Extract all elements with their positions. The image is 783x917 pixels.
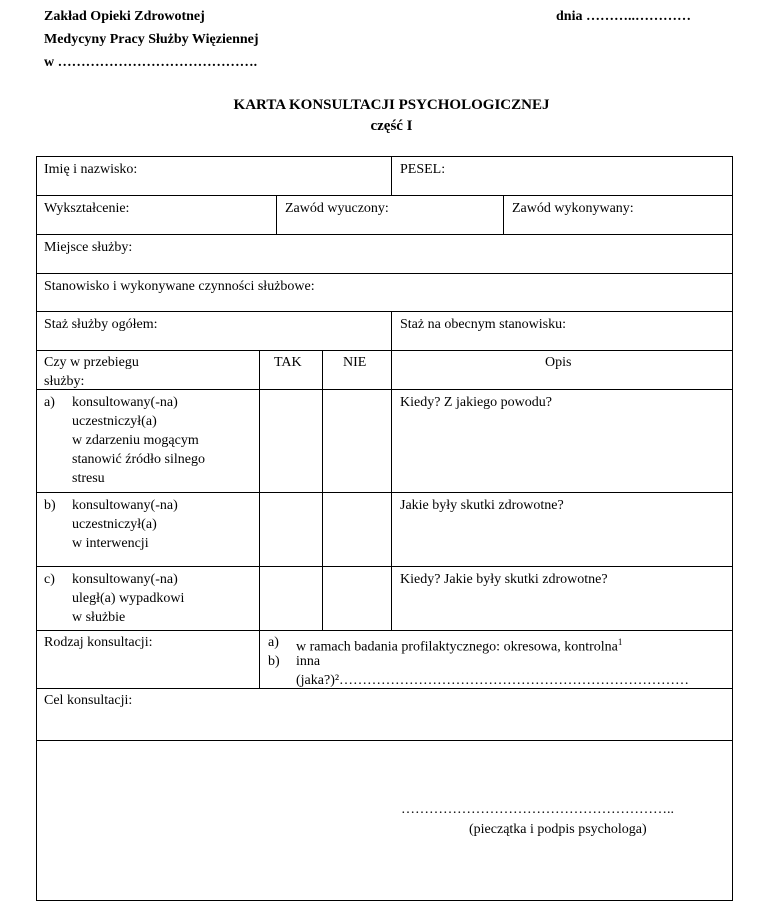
question-item-c <box>44 570 254 627</box>
description-column-header: Opis <box>545 355 572 370</box>
item-c-yes-cell[interactable] <box>260 567 322 630</box>
question-header-line1: Czy w przebiegu <box>44 355 139 370</box>
total-service-label: Staż służby ogółem: <box>44 317 158 332</box>
item-c-description-prompt: Kiedy? Jakie były skutki zdrowotne? <box>400 572 608 587</box>
item-text-line: uczestniczył(a) <box>72 517 157 532</box>
item-text-line: w służbie <box>72 610 126 625</box>
education-label: Wykształcenie: <box>44 201 130 216</box>
facility-name-line1: Zakład Opieki Zdrowotnej <box>44 9 205 24</box>
footnote-ref: 1 <box>617 637 623 647</box>
yes-column-header: TAK <box>274 355 302 370</box>
item-text-line: konsultowany(-na) <box>72 395 178 410</box>
purpose-label: Cel konsultacji: <box>44 693 133 708</box>
item-marker: a) <box>44 395 55 410</box>
service-place-label: Miejsce służby: <box>44 240 133 255</box>
current-position-seniority-label: Staż na obecnym stanowisku: <box>400 317 567 332</box>
item-marker: b) <box>44 498 56 513</box>
purpose-field[interactable] <box>37 708 732 740</box>
option-b-text[interactable]: inna <box>296 654 321 669</box>
document-title: KARTA KONSULTACJI PSYCHOLOGICZNEJ <box>233 97 550 113</box>
item-b-no-cell[interactable] <box>323 493 391 566</box>
item-marker: c) <box>44 572 55 587</box>
option-marker: a) <box>268 635 279 650</box>
item-text-line: w zdarzeniu mogącym <box>72 433 199 448</box>
document-subtitle: część I <box>370 118 413 134</box>
item-a-yes-cell[interactable] <box>260 390 322 492</box>
item-text-line: uczestniczył(a) <box>72 414 157 429</box>
item-text-line: uległ(a) wypadkowi <box>72 591 185 606</box>
learned-profession-label: Zawód wyuczony: <box>285 201 389 216</box>
name-label: Imię i nazwisko: <box>44 162 138 177</box>
question-header-line2: służby: <box>44 374 85 389</box>
item-a-no-cell[interactable] <box>323 390 391 492</box>
pesel-label: PESEL: <box>400 162 446 177</box>
position-label: Stanowisko i wykonywane czynności służbowe: <box>44 279 315 294</box>
performed-profession-label: Zawód wykonywany: <box>512 201 634 216</box>
signature-caption: (pieczątka i podpis psychologa) <box>469 822 647 837</box>
item-text-line: konsultowany(-na) <box>72 498 178 513</box>
question-item-a <box>44 393 254 488</box>
other-specify-field[interactable]: (jaka?)²………………………………………………………………… <box>296 673 690 688</box>
facility-name-line2: Medycyny Pracy Służby Więziennej <box>44 32 259 47</box>
item-b-yes-cell[interactable] <box>260 493 322 566</box>
item-text-line: stresu <box>72 471 105 486</box>
consultation-type-label: Rodzaj konsultacji: <box>44 635 153 650</box>
item-c-no-cell[interactable] <box>323 567 391 630</box>
item-b-description-prompt: Jakie były skutki zdrowotne? <box>400 498 564 513</box>
item-text-line: w interwencji <box>72 536 149 551</box>
consultation-options <box>268 633 728 688</box>
facility-location-field[interactable]: w ……………………………………. <box>44 55 258 70</box>
signature-line: ………………………………………………….. <box>401 802 674 817</box>
no-column-header: NIE <box>343 355 367 370</box>
item-a-description-prompt: Kiedy? Z jakiego powodu? <box>400 395 553 410</box>
item-text-line: konsultowany(-na) <box>72 572 178 587</box>
date-field[interactable]: dnia ………..………… <box>556 9 691 24</box>
question-item-b <box>44 496 254 553</box>
item-text-line: stanowić źródło silnego <box>72 452 205 467</box>
option-a-text[interactable]: w ramach badania profilaktycznego: okresowa, kontrolna$^1$ <box>296 637 623 655</box>
option-marker: b) <box>268 654 280 669</box>
